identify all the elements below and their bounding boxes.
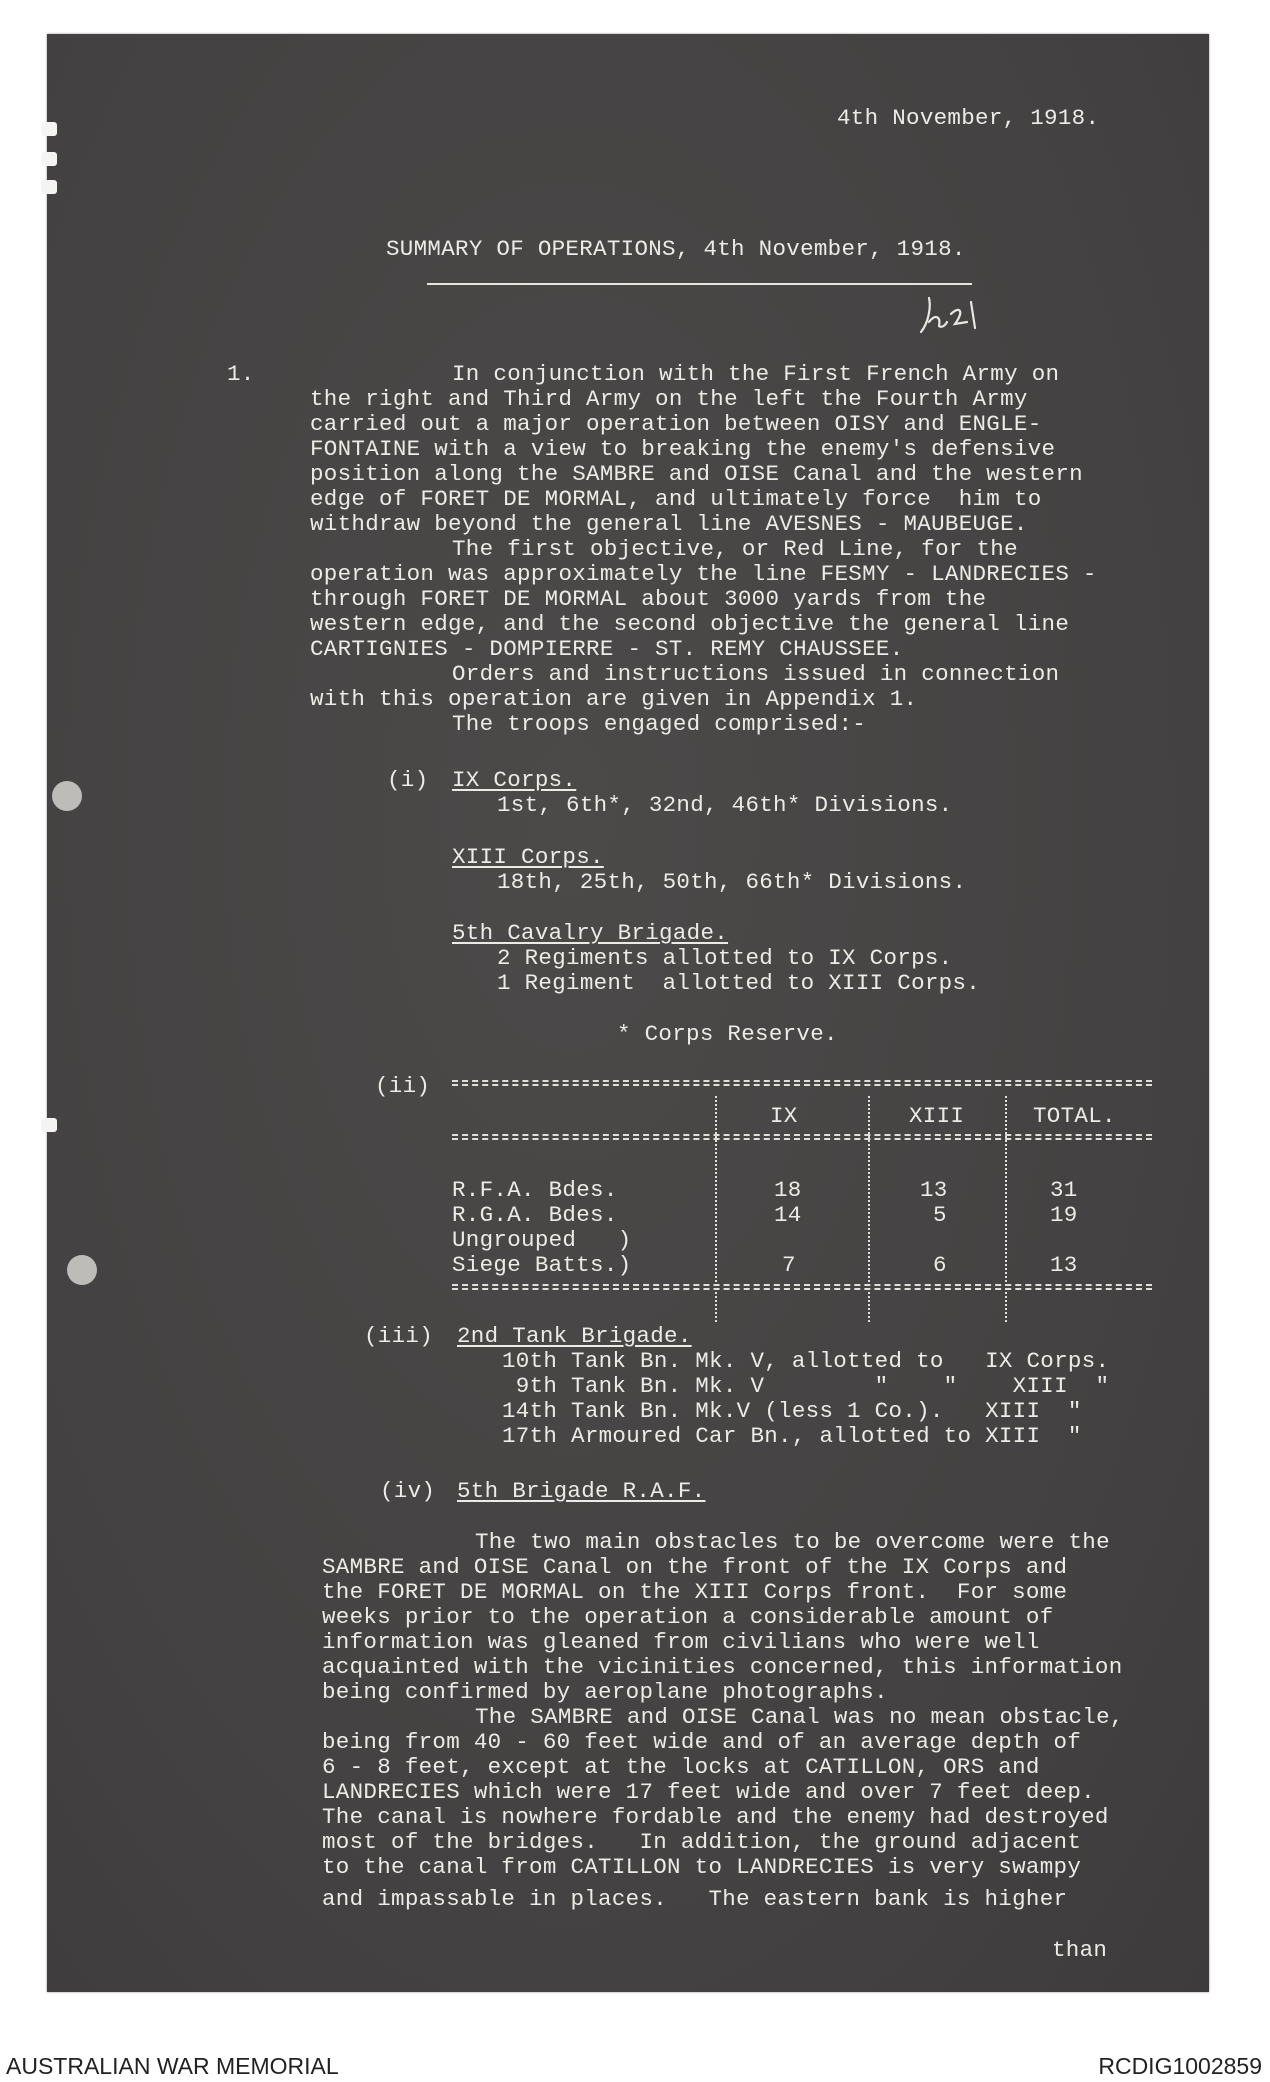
table-rule [452,1134,1152,1140]
body-line: position along the SAMBRE and OISE Canal and the western [310,461,1083,487]
table-row-label: R.F.A. Bdes. [452,1177,618,1203]
binder-notch [41,122,57,136]
table-rule [452,1080,1152,1086]
body-line: The first objective, or Red Line, for the [452,536,1018,562]
body-line: acquainted with the vicinities concerned, this information [322,1654,1123,1680]
body-line: the right and Third Army on the left the Fourth Army [310,386,1028,412]
catchword: than [1052,1937,1108,1963]
section-number: (i) [387,767,429,793]
body-line: FONTAINE with a view to breaking the enemy's defensive [310,436,1056,462]
body-line: withdraw beyond the general line AVESNES - MAUBEUGE. [310,511,1028,537]
table-cell: 19 [1050,1202,1078,1228]
body-line: CARTIGNIES - DOMPIERRE - ST. REMY CHAUSSEE. [310,636,904,662]
document-date: 4th November, 1918. [837,105,1100,131]
body-line: The troops engaged comprised:- [452,711,867,737]
body-line: the FORET DE MORMAL on the XIII Corps front. For some [322,1579,1068,1605]
body-line: through FORET DE MORMAL about 3000 yards from the [310,586,987,612]
binder-notch [41,1118,57,1132]
paragraph-number: 1. [227,361,255,387]
body-line: The canal is nowhere fordable and the enemy had destroyed [322,1804,1109,1830]
body-line: information was gleaned from civilians who were well [322,1629,1040,1655]
body-line: weeks prior to the operation a considerable amount of [322,1604,1054,1630]
body-line: being from 40 - 60 feet wide and of an average depth of [322,1729,1082,1755]
document-sheet [47,34,1209,1992]
header-xiii: XIII [909,1103,965,1129]
body-line: most of the bridges. In addition, the ground adjacent [322,1829,1082,1855]
ix-corps-divisions: 1st, 6th*, 32nd, 46th* Divisions. [497,792,953,818]
body-line: to the canal from CATILLON to LANDRECIES is very swampy [322,1854,1082,1880]
header-total: TOTAL. [1033,1103,1116,1129]
section-number: (ii) [375,1073,431,1099]
xiii-corps-divisions: 18th, 25th, 50th, 66th* Divisions. [497,869,967,895]
body-line: SAMBRE and OISE Canal on the front of the IX Corps and [322,1554,1068,1580]
body-line: 6 - 8 feet, except at the locks at CATILLON, ORS and [322,1754,1040,1780]
table-rule [452,1284,1152,1290]
table-row-label: R.G.A. Bdes. [452,1202,618,1228]
body-line: operation was approximately the line FESMY - LANDRECIES - [310,561,1097,587]
archive-reference: RCDIG1002859 [1098,2053,1262,2079]
body-line: In conjunction with the First French Army on [452,361,1060,387]
tank-line: 14th Tank Bn. Mk.V (less 1 Co.). XIII " [502,1398,1082,1424]
raf-brigade-heading: 5th Brigade R.A.F. [457,1478,706,1504]
table-row-label: Siege Batts.) [452,1252,632,1278]
table-cell: 13 [920,1177,948,1203]
tank-line: 10th Tank Bn. Mk. V, allotted to IX Corps. [502,1348,1110,1374]
table-cell: 18 [774,1177,802,1203]
header-ix: IX [770,1103,798,1129]
binder-notch [41,152,57,166]
body-line: The two main obstacles to be overcome were the [475,1529,1110,1555]
handwritten-initials [915,292,985,338]
body-line: The SAMBRE and OISE Canal was no mean obstacle, [475,1704,1124,1730]
table-row-label: Ungrouped ) [452,1227,632,1253]
body-line: western edge, and the second objective the general line [310,611,1070,637]
table-cell: 14 [774,1202,802,1228]
archive-credit: AUSTRALIAN WAR MEMORIAL [6,2053,339,2079]
tank-brigade-heading: 2nd Tank Brigade. [457,1323,692,1349]
table-cell: 31 [1050,1177,1078,1203]
cavalry-line: 2 Regiments allotted to IX Corps. [497,945,953,971]
ix-corps-heading: IX Corps. [452,767,577,793]
title-underline [427,283,972,285]
section-number: (iv) [380,1478,436,1504]
punch-hole [52,781,82,811]
body-line: and impassable in places. The eastern bank is higher [322,1886,1068,1912]
body-line: with this operation are given in Appendix 1. [310,686,918,712]
table-cell: 13 [1050,1252,1078,1278]
body-line: LANDRECIES which were 17 feet wide and over 7 feet deep. [322,1779,1095,1805]
table-cell: 7 [782,1252,796,1278]
punch-hole [67,1255,97,1285]
document-title: SUMMARY OF OPERATIONS, 4th November, 1918. [386,236,966,262]
tank-line: 17th Armoured Car Bn., allotted to XIII " [502,1423,1082,1449]
cavalry-line: 1 Regiment allotted to XIII Corps. [497,970,981,996]
body-line: carried out a major operation between OISY and ENGLE- [310,411,1042,437]
section-number: (iii) [364,1323,434,1349]
body-line: edge of FORET DE MORMAL, and ultimately force him to [310,486,1042,512]
table-cell: 5 [933,1202,947,1228]
corps-reserve-note: * Corps Reserve. [617,1021,838,1047]
tank-line: 9th Tank Bn. Mk. V " " XIII " [502,1373,1110,1399]
body-line: Orders and instructions issued in connection [452,661,1060,687]
body-line: being confirmed by aeroplane photographs. [322,1679,888,1705]
cavalry-heading: 5th Cavalry Brigade. [452,920,729,946]
table-cell: 6 [933,1252,947,1278]
binder-notch [41,180,57,194]
xiii-corps-heading: XIII Corps. [452,844,604,870]
